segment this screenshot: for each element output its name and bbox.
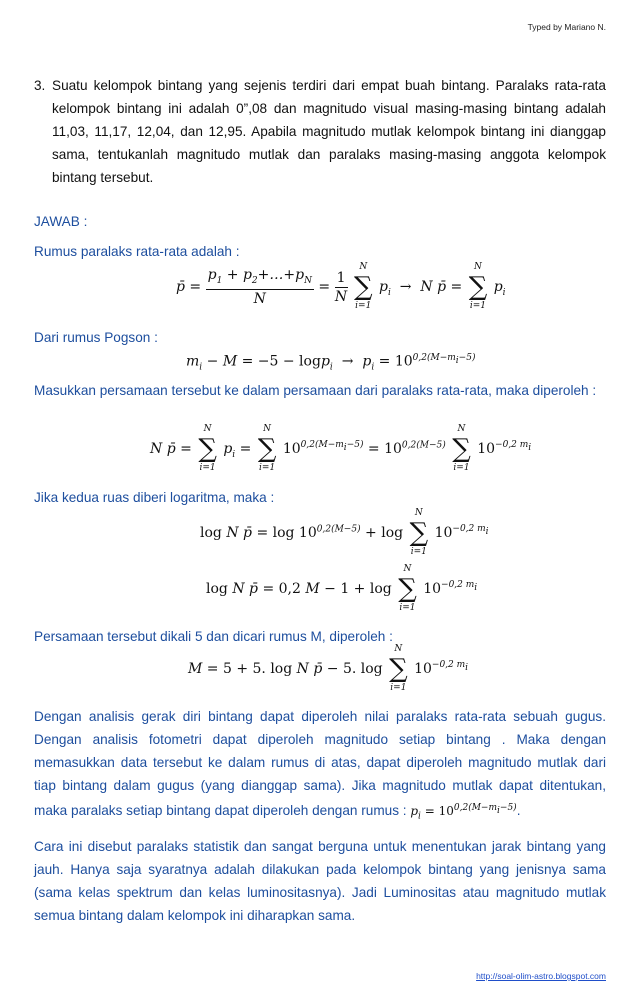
problem-number: 3. bbox=[34, 78, 46, 93]
equation-log-1: log N p̄ = $\log 10^{0,2(M-5)} + \log$ N ∑ i=1 $10^{-0,2 m_i}$ bbox=[200, 508, 489, 557]
answer-heading: JAWAB : bbox=[34, 214, 88, 229]
paragraph-6-text: Dengan analisis gerak diri bintang dapat diperoleh nilai paralaks rata-rata sebuah gugus. Dengan analisis fotometri dapat diperoleh magnitudo setiap bintang . Maka dengan memasukkan data tersebut ke dalam rumus di atas, dapat diperoleh magnitudo mutlak dari tiap bintang dalam gugus (yang dianggap sama). Jika magnitudo mutlak dapat ditentukan, maka paralaks setiap bintang dapat diperoleh dengan rumus : bbox=[34, 709, 606, 818]
equation-pogson: $m_i - M = -5 - \log p_i \to p_i = 10^{0,2(M-m_i-5)}$ bbox=[186, 353, 476, 373]
page-header: Typed by Mariano N. bbox=[527, 22, 606, 32]
answer-paragraph-3: Masukkan persamaan tersebut ke dalam persamaan dari paralaks rata-rata, maka diperoleh : bbox=[34, 383, 597, 398]
answer-paragraph-2: Dari rumus Pogson : bbox=[34, 330, 158, 345]
problem-statement bbox=[34, 74, 606, 189]
equation-mean-parallax: p̄ = $\frac{p_1 + p_2+\dots+p_N}{N}$ = $\frac{1}{N}$ N ∑ i=1 $p_i \to N$ p̄ = N ∑ i=1 $p_i$ bbox=[176, 262, 506, 311]
footer-link[interactable]: http://soal-olim-astro.blogspot.com bbox=[476, 971, 606, 981]
inline-parallax-formula: $p_i = 10^{0,2(M-m_i-5)}$ bbox=[410, 803, 517, 822]
answer-paragraph-6: Dengan analisis gerak diri bintang dapat diperoleh nilai paralaks rata-rata sebuah gugus. Dengan analisis fotometri dapat diperoleh magnitudo setiap bintang . Maka dengan memasukkan data tersebut ke dalam rumus di atas, dapat diperoleh magnitudo mutlak dari tiap bintang dalam gugus (yang dianggap sama). Jika magnitudo mutlak dapat ditentukan, maka paralaks setiap bintang dapat diperoleh dengan rumus : $p_i = 10^{0,2(M-m_i-5)}$. bbox=[34, 709, 606, 822]
equation-log-2: log N p̄ = 0,2 M − 1 + log N ∑ i=1 $10^{-0,2 m_i}$ bbox=[206, 564, 478, 613]
answer-paragraph-5: Persamaan tersebut dikali 5 dan dicari rumus M, diperoleh : bbox=[34, 629, 393, 644]
answer-paragraph-4: Jika kedua ruas diberi logaritma, maka : bbox=[34, 490, 275, 505]
answer-paragraph-7: Cara ini disebut paralaks statistik dan sangat berguna untuk menentukan jarak bintang yang jauh. Hanya saja syaratnya adalah dilakukan pada kelompok bintang yang jenisnya sama (sama kelas spektrum dan kelas luminositasnya). Jadi Luminositas atau magnitudo mutlak semua bintang dalam kelompok ini diharapkan sama. bbox=[34, 839, 606, 923]
equation-absolute-magnitude: M = 5 + 5. log N p̄ − 5. log N ∑ i=1 $10^{-0,2 m_i}$ bbox=[188, 644, 469, 693]
problem-text: Suatu kelompok bintang yang sejenis terdiri dari empat buah bintang. Paralaks rata-rata kelompok bintang ini adalah 0”,08 dan magnitudo visual masing-masing bintang adalah 11,03, 11,17, 12,04, dan 12,95. Apabila magnitudo mutlak kelompok bintang ini dianggap sama, tentukanlah magnitudo mutlak dan paralaks masing-masing anggota kelompok bintang tersebut. bbox=[52, 78, 606, 185]
equation-sum-substitution: N p̄ = N ∑ i=1 $p_i$ = N ∑ i=1 $10^{0,2(M-m_i-5)} = 10^{0,2(M-5)}$ N ∑ i=1 $10^{-0,2 m_i}$ bbox=[150, 424, 532, 473]
answer-paragraph-1: Rumus paralaks rata-rata adalah : bbox=[34, 244, 240, 259]
